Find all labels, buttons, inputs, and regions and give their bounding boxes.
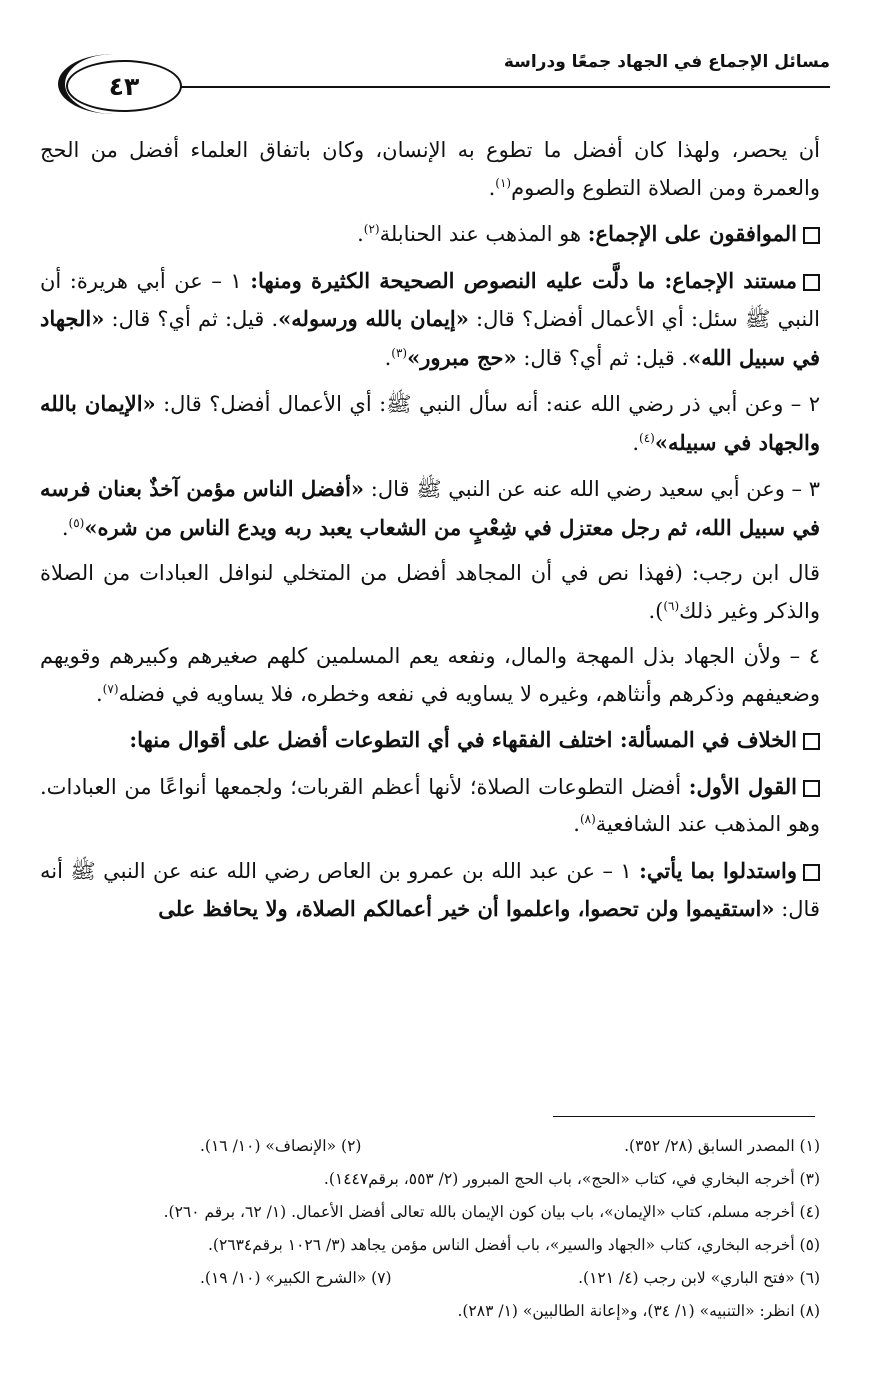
section-label: الموافقون على الإجماع:: [587, 221, 797, 246]
footnote-1: (١) المصدر السابق (٢٨/ ٣٥٢).: [624, 1137, 820, 1155]
footnote-5: (٥) أخرجه البخاري، كتاب «الجهاد والسير»، باب أفضل الناس مؤمن يجاهد (٣/ ١٠٢٦ برقم٢٦٣٤).: [207, 1236, 820, 1254]
paragraph-text: . قيل: ثم أي؟ قال:: [111, 307, 279, 331]
footnote-divider: [553, 1116, 815, 1117]
paragraph-ibn-rajab: قال ابن رجب: (فهذا نص في أن المجاهد أفضل من المتخلي لنوافل العبادات من الصلاة والذكر وغير ذلك$^{(٦)}$).: [40, 561, 820, 623]
footnote-row: [40, 1262, 820, 1295]
page-header: [40, 38, 830, 108]
square-bullet-icon: [803, 780, 820, 797]
paragraph-consensus-agreers: الموافقون على الإجماع: هو المذهب عند الحنابلة$^{(٢)}$.: [40, 215, 820, 254]
running-title: مسائل الإجماع في الجهاد جمعًا ودراسة: [503, 52, 830, 72]
paragraph-text: ١ – عن عبد الله بن عمرو بن العاص رضي الله عنه عن النبي ﷺ أنه قال:: [40, 858, 820, 921]
square-bullet-icon: [803, 864, 820, 881]
footnote-ref[interactable]: (٧): [102, 681, 119, 696]
paragraph-text: ٢ – وعن أبي ذر رضي الله عنه: أنه سأل النبي ﷺ: أي الأعمال أفضل؟ قال:: [163, 392, 820, 416]
closing-paren: ): [655, 598, 664, 623]
paragraph-abu-said: ٣ – وعن أبي سعيد رضي الله عنه عن النبي ﷺ قال: «أفضل الناس مؤمن آخذٌ بعنان فرسه في سبيل الله، ثم رجل معتزل في شِعْبٍ من الشعاب يعبد ربه ويدع الناس من شره»$^{(٥)}$.: [40, 476, 820, 540]
footnotes: [40, 1130, 820, 1328]
footnote-ref[interactable]: (١): [495, 175, 512, 190]
hadith-quote: «الإيمان بالله والجهاد في سبيله»: [40, 391, 820, 455]
main-text: [40, 132, 820, 937]
footnote-ref[interactable]: (٥): [68, 515, 85, 530]
paragraph-text: . قيل: ثم أي؟ قال:: [523, 345, 689, 370]
header-rule: [150, 86, 830, 88]
hadith-quote: «أفضل الناس مؤمن آخذٌ بعنان فرسه في سبيل الله، ثم رجل معتزل في شِعْبٍ من الشعاب يعبد ربه ويدع الناس من شره»: [40, 476, 820, 540]
footnote-ref[interactable]: (٣): [391, 345, 408, 360]
footnote-2: (٢) «الإنصاف» (١٠/ ١٦).: [200, 1137, 362, 1155]
square-bullet-icon: [803, 274, 820, 291]
paragraph-text: أفضل التطوعات الصلاة؛ لأنها أعظم القربات؛ ولجمعها أنواعًا من العبادات. وهو المذهب عند الشافعية: [40, 774, 820, 836]
page-number: ٤٣: [66, 60, 182, 112]
section-label: واستدلوا بما يأتي:: [639, 857, 797, 883]
paragraph-first-opinion: القول الأول: أفضل التطوعات الصلاة؛ لأنها أعظم القربات؛ ولجمعها أنواعًا من العبادات. وهو المذهب عند الشافعية$^{(٨)}$.: [40, 773, 820, 836]
paragraph-jihad-benefit: ٤ – ولأن الجهاد بذل المهجة والمال، ونفعه يعم المسلمين كلهم صغيرهم وكبيرهم وقويهم وضعيفهم وذكرهم وأنثاهم، وغيره لا يساويه في نفعه وخطره، فلا يساويه في فضله$^{(٧)}$.: [40, 644, 820, 706]
footnote-7: (٧) «الشرح الكبير» (١٠/ ١٩).: [200, 1269, 392, 1287]
hadith-quote: «حج مبرور»: [407, 344, 517, 370]
footnote-ref[interactable]: (٦): [663, 598, 680, 613]
paragraph-text: هو المذهب عند الحنابلة: [379, 222, 582, 246]
footnote-8: (٨) انظر: «التنبيه» (١/ ٣٤)، و«إعانة الطالبين» (١/ ٢٨٣).: [457, 1302, 820, 1320]
section-label: القول الأول:: [688, 773, 797, 799]
paragraph-text: ٤ – ولأن الجهاد بذل المهجة والمال، ونفعه يعم المسلمين كلهم صغيرهم وكبيرهم وقويهم وضعيفهم وذكرهم وأنثاهم، وغيره لا يساويه في نفعه وخطره، فلا يساويه في فضله: [40, 644, 820, 706]
hadith-quote: «إيمان بالله ورسوله»: [278, 306, 469, 331]
paragraph-consensus-basis: مستند الإجماع: ما دلَّت عليه النصوص الصحيحة الكثيرة ومنها: ١ – عن أبي هريرة: أن النبي ﷺ سئل: أي الأعمال أفضل؟ قال: «إيمان بالله ورسوله». قيل: ثم أي؟ قال: «الجهاد في سبيل الله». قيل: ثم أي؟ قال: «حج مبرور»$^{(٣)}$.: [40, 267, 820, 370]
footnote-ref[interactable]: (٤): [639, 430, 655, 445]
paragraph-text: ١ – عن أبي هريرة: أن النبي ﷺ سئل: أي الأعمال أفضل؟ قال:: [40, 268, 820, 331]
footnote-4: (٤) أخرجه مسلم، كتاب «الإيمان»، باب بيان كون الإيمان بالله تعالى أفضل الأعمال. (١/ ٦٢، برقم ٢٦٠).: [163, 1203, 820, 1221]
paragraph-abu-dharr: ٢ – وعن أبي ذر رضي الله عنه: أنه سأل النبي ﷺ: أي الأعمال أفضل؟ قال: «الإيمان بالله والجهاد في سبيله»$^{(٤)}$.: [40, 391, 820, 455]
square-bullet-icon: [803, 733, 820, 750]
section-label: الخلاف في المسألة: اختلف الفقهاء في أي التطوعات أفضل على أقوال منها:: [129, 727, 797, 752]
paragraph-evidence: [40, 852, 820, 929]
paragraph-1: أن يحصر، ولهذا كان أفضل ما تطوع به الإنسان، وكان باتفاق العلماء أفضل من الحج والعمرة ومن الصلاة التطوع والصوم$^{(١)}$.: [40, 138, 820, 200]
hadith-quote: «استقيموا ولن تحصوا، واعلموا أن خير أعمالكم الصلاة، ولا يحافظ على: [158, 896, 775, 921]
paragraph-disagreement: [40, 721, 820, 760]
paragraph-text: قال ابن رجب: (فهذا نص في أن المجاهد أفضل من المتخلي لنوافل العبادات من الصلاة والذكر وغير ذلك: [40, 561, 820, 623]
footnote-3: (٣) أخرجه البخاري في، كتاب «الحج»، باب الحج المبرور (٢/ ٥٥٣، برقم١٤٤٧).: [323, 1170, 820, 1188]
footnote-ref[interactable]: (٨): [579, 812, 596, 826]
square-bullet-icon: [803, 227, 820, 244]
paragraph-text: ٣ – وعن أبي سعيد رضي الله عنه عن النبي ﷺ قال:: [370, 477, 820, 501]
paragraph-text: أن يحصر، ولهذا كان أفضل ما تطوع به الإنسان، وكان باتفاق العلماء أفضل من الحج والعمرة ومن الصلاة التطوع والصوم: [40, 138, 820, 200]
footnote-ref[interactable]: (٢): [363, 222, 380, 236]
footnote-6: (٦) «فتح الباري» لابن رجب (٤/ ١٢١).: [578, 1269, 820, 1287]
section-label: مستند الإجماع: ما دلَّت عليه النصوص الصحيحة الكثيرة ومنها:: [250, 267, 797, 293]
footnote-row: [40, 1130, 820, 1163]
hadith-quote: «الجهاد في سبيل الله»: [40, 306, 820, 370]
